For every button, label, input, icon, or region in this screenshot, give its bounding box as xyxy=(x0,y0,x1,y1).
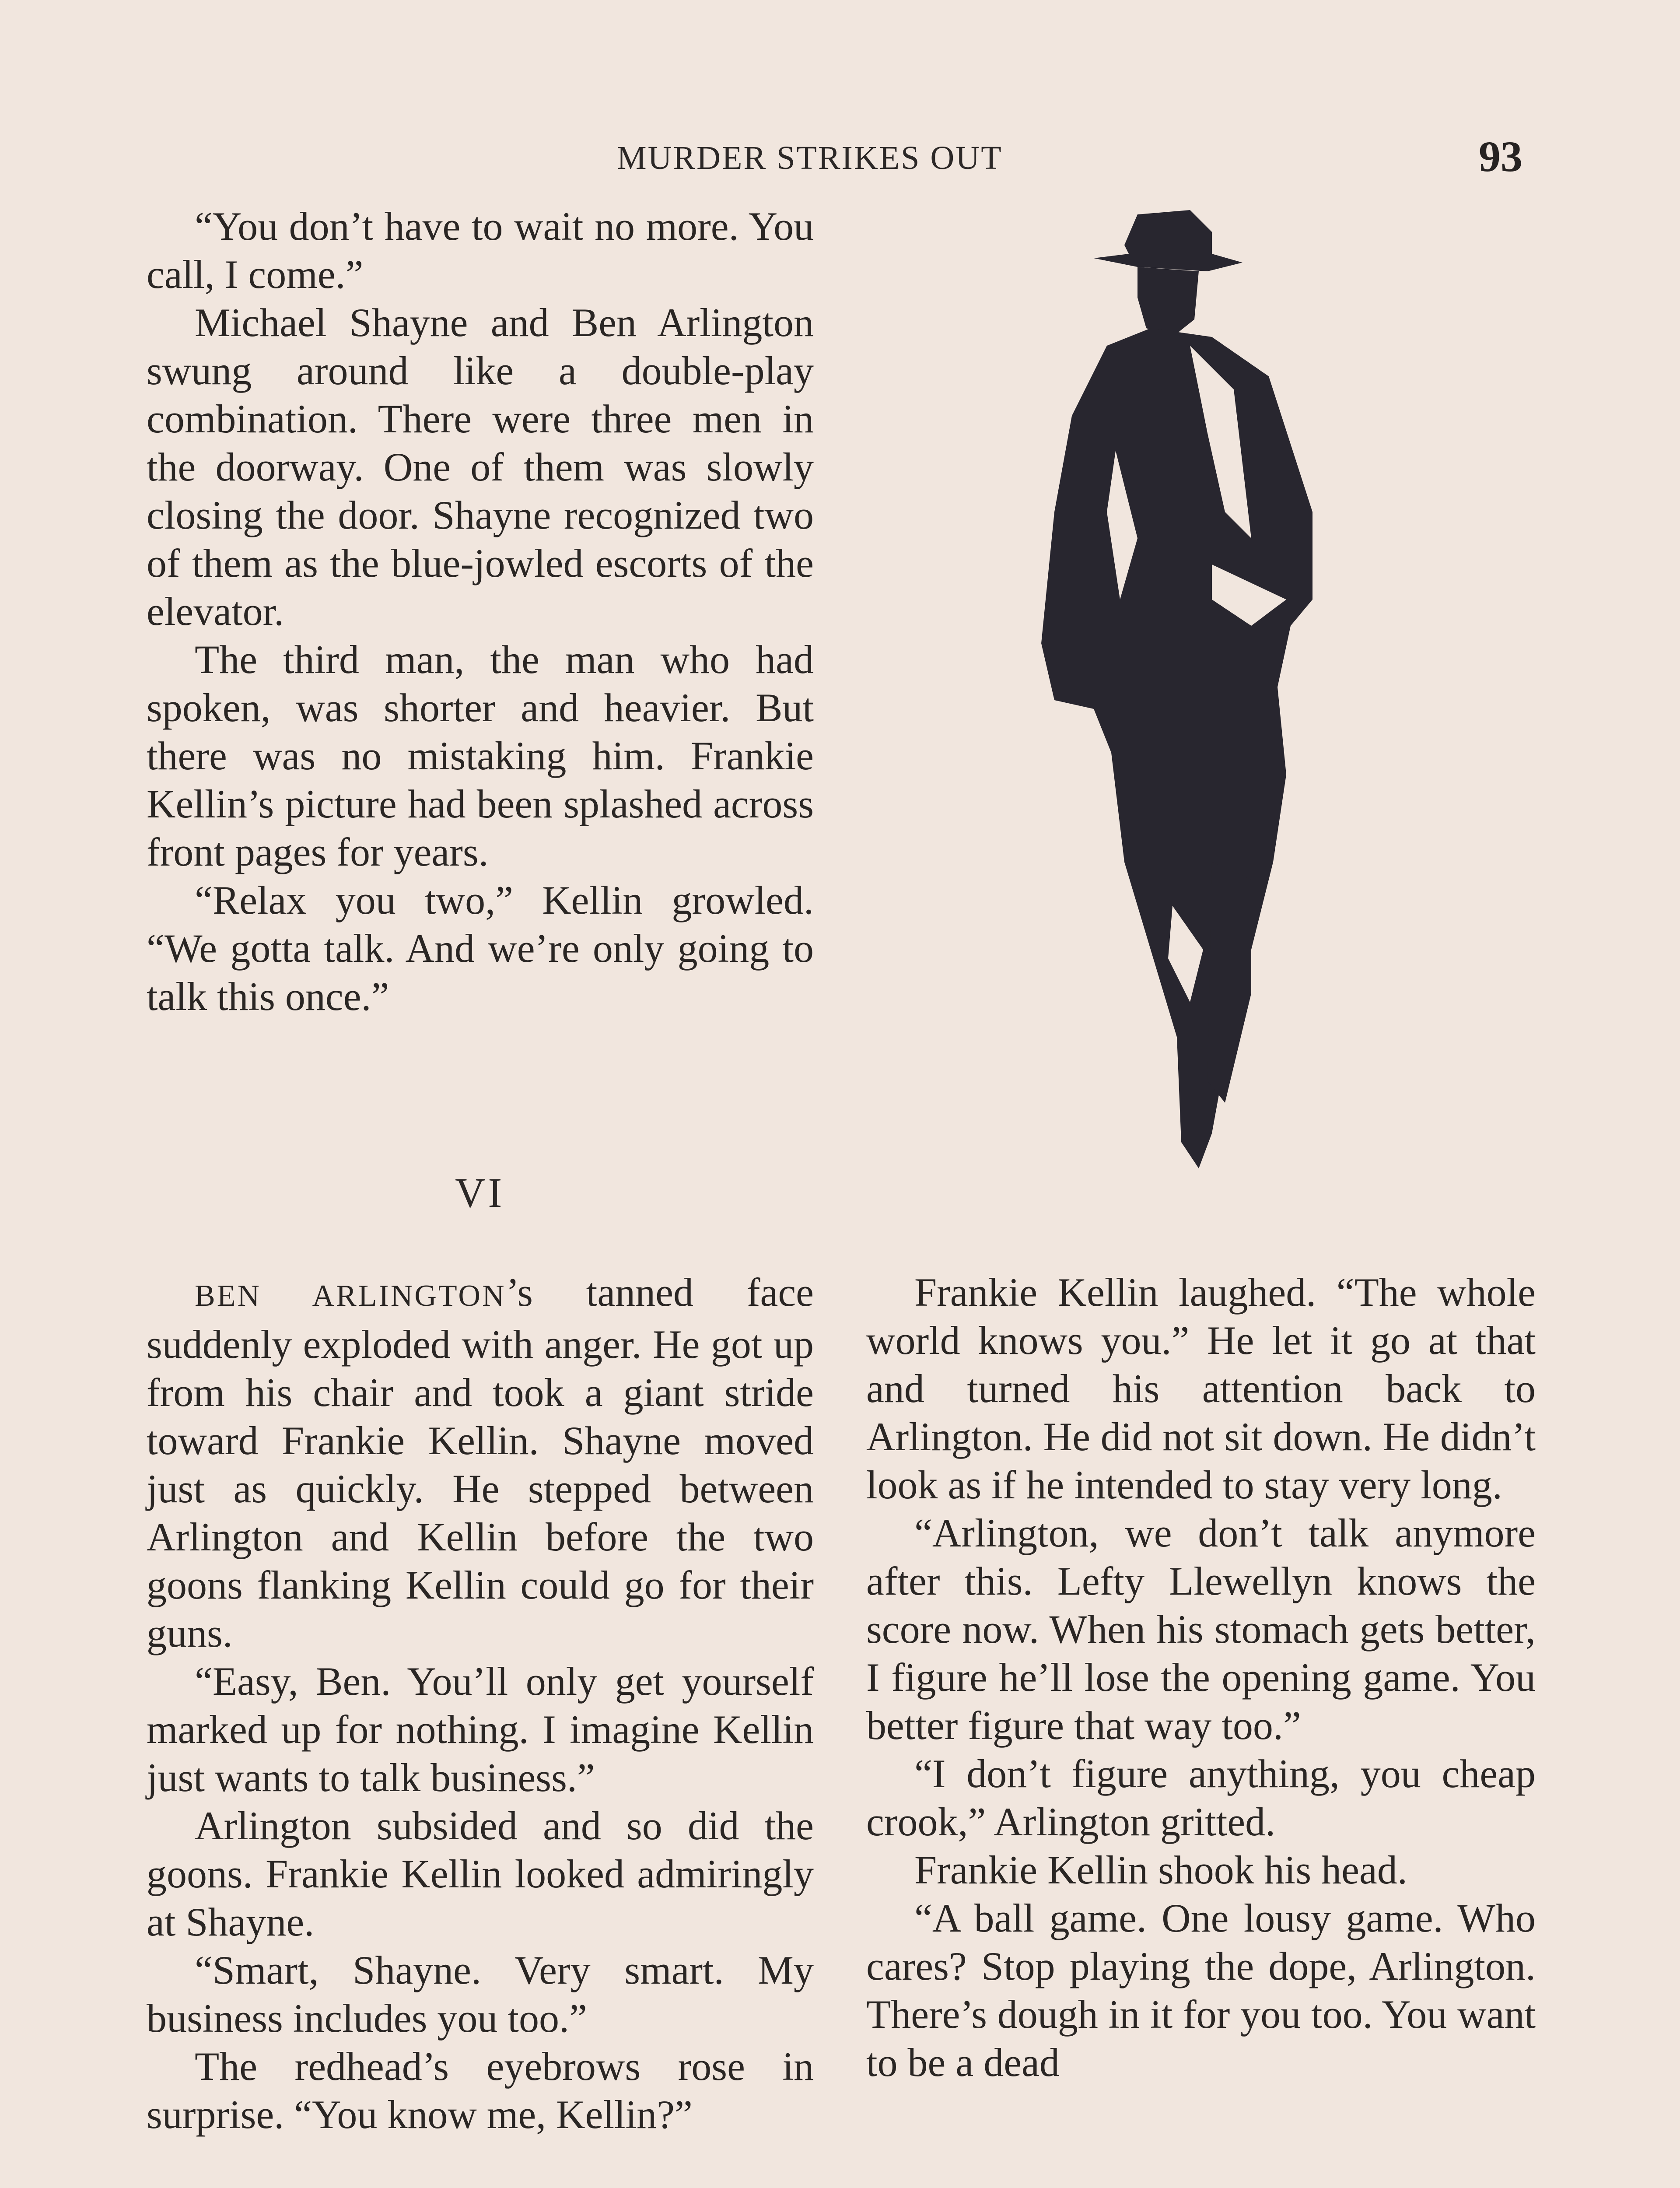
paragraph: “You don’t have to wait no more. You call, I come.” xyxy=(147,204,814,297)
lead-paragraph xyxy=(147,1268,814,1657)
paragraph: The third man, the man who had spoken, was shorter and heavier. But there was no mistaking him. Frankie Kellin’s picture had been splashed across front pages for years. xyxy=(147,637,814,874)
running-title: MURDER STRIKES OUT xyxy=(617,140,1003,176)
paragraph: “Relax you two,” Kellin growled. “We gotta talk. And we’re only going to talk this once.” xyxy=(147,878,814,1019)
lead-text: ’s tanned face suddenly exploded with anger. He got up from his chair and took a giant stride toward Frankie Kellin. Shayne moved just as quickly. He stepped between Arlington and Kellin before the two goons flanking Kellin could go for their guns. xyxy=(147,1270,814,1655)
lead-small-caps: BEN ARLINGTON xyxy=(195,1279,506,1313)
walking-man-illustration xyxy=(1006,206,1426,1182)
page-number: 93 xyxy=(1479,132,1522,181)
paragraph: Michael Shayne and Ben Arlington swung around like a double-play combination. There were three men in the doorway. One of them was slowly closing the door. Shayne recognized two of them as the blue-jowled escorts of the elevator. xyxy=(147,300,814,634)
chapter-number: VI xyxy=(455,1169,505,1216)
paragraph: “Easy, Ben. You’ll only get yourself marked up for nothing. I imagine Kellin just wants to talk business.” xyxy=(147,1659,814,1800)
paragraph: “Arlington, we don’t talk anymore after this. Lefty Llewellyn knows the score now. When his stomach gets better, I figure he’ll lose the opening game. You better figure that way too.” xyxy=(866,1511,1536,1748)
paragraph: “Smart, Shayne. Very smart. My business includes you too.” xyxy=(147,1948,814,2041)
paragraph: Frankie Kellin laughed. “The whole world knows you.” He let it go at that and turned his attention back to Arlington. He did not sit down. He didn’t look as if he intended to stay very long. xyxy=(866,1270,1536,1507)
top-text-column xyxy=(147,202,814,1020)
paragraph: Arlington subsided and so did the goons. Frankie Kellin looked admiringly at Shayne. xyxy=(147,1803,814,1944)
right-text-column xyxy=(866,1268,1536,2086)
paragraph: “A ball game. One lousy game. Who cares? Stop playing the dope, Arlington. There’s dough in it for you too. You want to be a dead xyxy=(866,1896,1536,2085)
paragraph: Frankie Kellin shook his head. xyxy=(914,1848,1407,1892)
left-text-column xyxy=(147,1268,814,2139)
paragraph: The redhead’s eyebrows rose in surprise. “You know me, Kellin?” xyxy=(147,2044,814,2137)
paragraph: “I don’t figure anything, you cheap crook,” Arlington gritted. xyxy=(866,1751,1536,1844)
